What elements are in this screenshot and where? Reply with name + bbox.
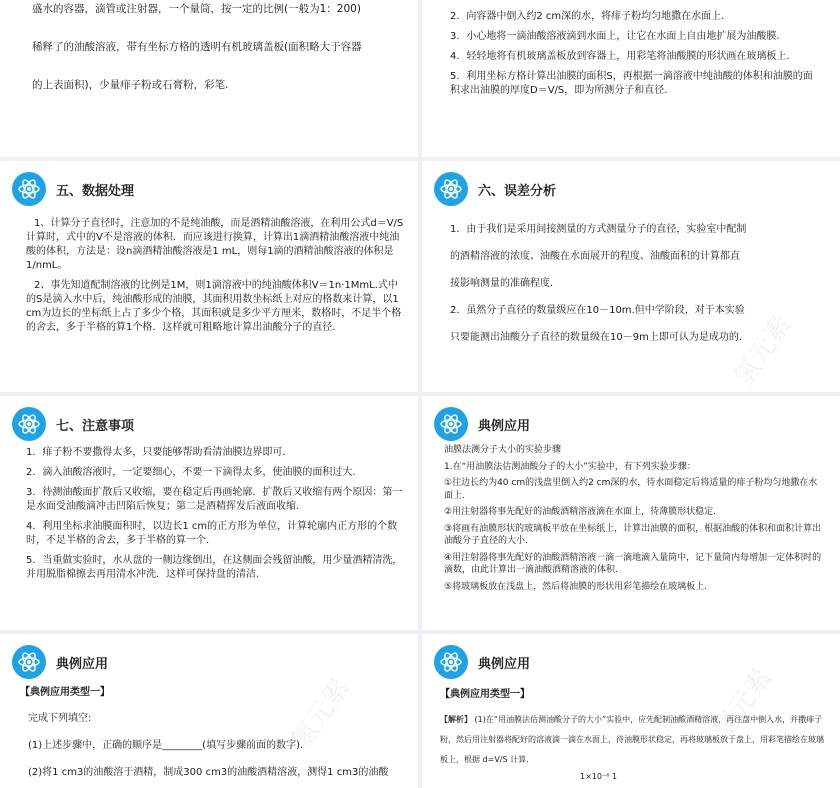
type-label: 【典例应用类型一】 bbox=[440, 689, 530, 700]
text-line: (1)上述步骤中，正确的顺序是________(填写步骤前面的数字). bbox=[28, 740, 304, 751]
section-header bbox=[434, 644, 530, 680]
text-line: 1．由于我们是采用间接测量的方式测量分子的直径，实验室中配制 bbox=[450, 224, 747, 235]
slide-precautions bbox=[0, 396, 418, 630]
list-item: 2．向容器中倒入约2 cm深的水，将痱子粉均匀地撒在水面上. bbox=[450, 11, 725, 22]
watermark: 氢元素 bbox=[728, 310, 798, 392]
paragraph: 2、事先知道配制溶液的比例是1M，则1滴溶液中的纯油酸体积V＝1n·1MmL.式中的S是滴入水中后，纯油酸形成的油膜，其面积用数坐标纸上对应的格数来计算，以1 cm为边长的坐标纸上占了多少个格，其面积就是多少平方厘米，数格时，不足半个格的舍去，多于半格的算1个格．这样就可粗略地计算出油酸分子的直径. bbox=[26, 280, 402, 333]
atom-icon bbox=[12, 645, 46, 679]
slide-equipment bbox=[0, 0, 418, 157]
section-header bbox=[434, 406, 530, 442]
list-item: 5．利用坐标方格计算出油膜的面积S，再根据一滴溶液中纯油酸的体积和油膜的面积求出油膜的厚度D＝V/S，即为所测分子和直径. bbox=[450, 71, 813, 96]
slide-example-analysis bbox=[422, 634, 840, 788]
section-title: 六、误差分析 bbox=[478, 183, 557, 199]
section-title: 五、数据处理 bbox=[56, 183, 135, 199]
section-header bbox=[12, 406, 134, 442]
slide-example-steps bbox=[422, 396, 840, 630]
watermark: 氢元素 bbox=[286, 673, 356, 755]
list-item: 2．滴入油酸溶液时，一定要细心，不要一下滴得太多，使油膜的面积过大. bbox=[26, 467, 356, 478]
list-item: 3．待测油酸面扩散后又收缩，要在稳定后再画轮廓．扩散后又收缩有两个原因：第一是水面受油酸滴冲击凹陷后恢复；第二是酒精挥发后液面收缩. bbox=[26, 487, 403, 512]
equipment-text bbox=[32, 2, 404, 104]
list-item: ③将画有油膜形状的玻璃板平放在坐标纸上，计算出油膜的面积，根据油酸的体积和面积计算出油酸分子直径的大小. bbox=[444, 523, 822, 546]
list-item: ②用注射器将事先配好的油酸酒精溶液滴在水面上，待薄膜形状稳定. bbox=[444, 507, 716, 517]
text-line: 只要能测出油酸分子直径的数量级在10－9m上即可认为是成功的. bbox=[450, 332, 743, 343]
subtitle: 油膜法测分子大小的实验步骤 bbox=[444, 445, 562, 455]
list-item: ①往边长约为40 cm的浅盘里倒入约2 cm深的水，待水面稳定后将适量的痱子粉均匀地撒在水面上. bbox=[444, 478, 818, 501]
example-steps-text bbox=[444, 444, 824, 597]
section-title: 典例应用 bbox=[478, 656, 531, 672]
atom-icon bbox=[12, 407, 46, 441]
text-line: (2)将1 cm3的油酸溶于酒精，制成300 cm3的油酸酒精溶液，测得1 cm3的油酸 bbox=[28, 767, 389, 778]
text-line: 完成下列填空: bbox=[28, 713, 92, 724]
precautions-list bbox=[26, 446, 404, 588]
atom-icon bbox=[434, 645, 468, 679]
list-item: 5．当重做实验时，水从盘的一侧边缘倒出，在这侧面会残留油酸，用少量酒精清洗，并用脱脂棉擦去再用清水冲洗．这样可保持盘的清洁. bbox=[26, 555, 403, 580]
list-item: 1.在“用油膜法估测油酸分子的大小”实验中，有下列实验步骤： bbox=[444, 461, 696, 472]
list-item: 3．小心地将一滴油酸溶液滴到水面上，让它在水面上自由地扩展为油酸膜. bbox=[450, 31, 780, 42]
text-line: 接影响测量的准确程度. bbox=[450, 278, 554, 289]
list-item: 1．痱子粉不要撒得太多，只要能够帮助看清油膜边界即可. bbox=[26, 447, 286, 458]
formula-fragment: 1×10⁻⁶ 1 bbox=[580, 772, 618, 781]
analysis-body: (1)在“用油膜法估测油酸分子的大小”实验中，应先配制油酸酒精溶液，再往盘中倒入水，并撒痱子粉，然后用注射器将配好的溶液滴一滴在水面上，待油膜形状稳定，再将玻璃板放于盘上，用彩笔描绘在玻璃板上，根据 d=V/S 计算. bbox=[440, 715, 824, 764]
atom-icon bbox=[12, 172, 46, 206]
list-item: ④用注射器将事先配好的油酸酒精溶液一滴一滴地滴入量筒中，记下量筒内每增加一定体积时的滴数，由此计算出一滴油酸酒精溶液的体积. bbox=[444, 552, 822, 575]
section-header bbox=[434, 171, 556, 207]
error-analysis-text bbox=[450, 223, 826, 351]
paragraph: 1、计算分子直径时，注意加的不是纯油酸，而是酒精油酸溶液，在利用公式d＝V/S计算时，式中的V不是溶液的体积．而应该进行换算，计算出1滴酒精油酸溶液中纯油酸的体积，方法是：设n滴酒精油酸溶液是1 mL，则每1滴的酒精油酸溶液的体积是1/nmL。 bbox=[26, 218, 404, 271]
slide-data-processing bbox=[0, 161, 418, 392]
list-item: 4．轻轻地将有机玻璃盖板放到容器上，用彩笔将油酸膜的形状画在玻璃板上. bbox=[450, 51, 790, 62]
list-item: 4．利用坐标求油膜面积时，以边长1 cm的正方形为单位，计算轮廓内正方形的个数时，不足半格的舍去，多于半格的算一个. bbox=[26, 521, 398, 546]
text-line: 的上表面积)，少量痱子粉或石膏粉，彩笔. bbox=[32, 79, 229, 91]
slide-error-analysis bbox=[422, 161, 840, 392]
analysis-tag: 【解析】 bbox=[440, 715, 472, 724]
slide-steps bbox=[422, 0, 840, 157]
section-title: 七、注意事项 bbox=[56, 418, 135, 434]
section-title: 典例应用 bbox=[56, 656, 109, 672]
data-processing-text bbox=[26, 217, 404, 341]
steps-list bbox=[450, 10, 822, 104]
section-header bbox=[12, 171, 134, 207]
analysis-text bbox=[440, 688, 826, 784]
section-title: 典例应用 bbox=[478, 418, 531, 434]
example-type1-text bbox=[20, 686, 404, 786]
slide-example-type1 bbox=[0, 634, 418, 788]
type-label: 【典例应用类型一】 bbox=[20, 687, 110, 698]
atom-icon bbox=[434, 172, 468, 206]
text-line: 的酒精溶液的浓度、油酸在水面展开的程度、油酸面积的计算都直 bbox=[450, 251, 740, 262]
atom-icon bbox=[434, 407, 468, 441]
list-item: ⑤将玻璃板放在浅盘上，然后将油膜的形状用彩笔描绘在玻璃板上. bbox=[444, 581, 707, 592]
text-line: 盛水的容器，滴管或注射器，一个量筒，按一定的比例(一般为1：200) bbox=[32, 3, 361, 15]
analysis-paragraph bbox=[440, 710, 826, 770]
text-line: 2．虽然分子直径的数量级应在10－10m.但中学阶段，对于本实验 bbox=[450, 305, 745, 316]
section-header bbox=[12, 644, 108, 680]
watermark: 氢元素 bbox=[708, 663, 778, 745]
text-line: 稀释了的油酸溶液，带有坐标方格的透明有机玻璃盖板(面积略大于容器 bbox=[32, 41, 362, 53]
